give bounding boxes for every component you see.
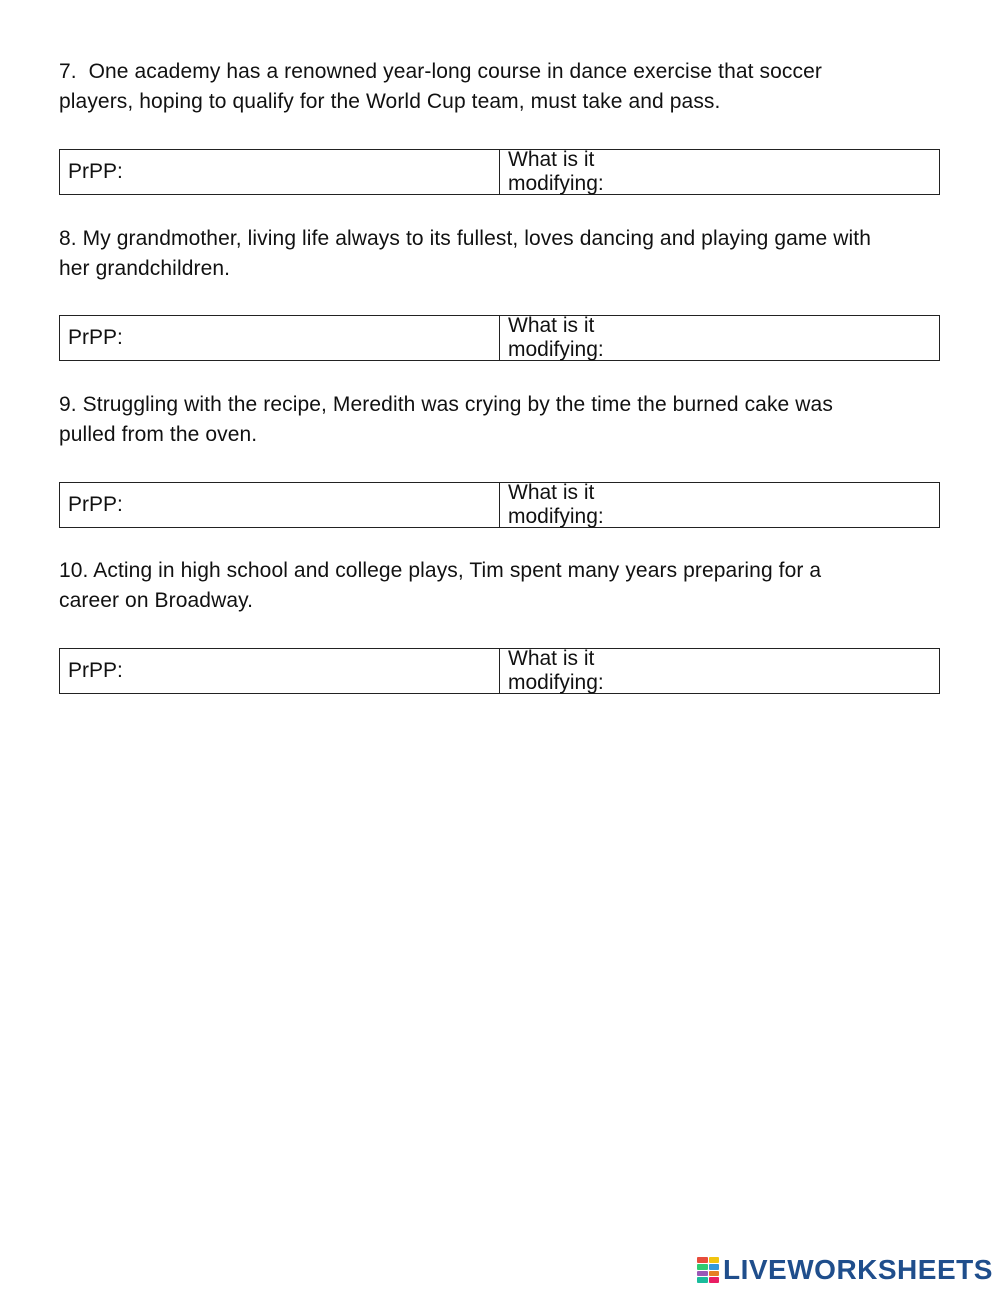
modifying-cell (500, 316, 939, 360)
prpp-cell (60, 483, 500, 527)
liveworksheets-brand[interactable] (697, 1255, 993, 1285)
modifying-input[interactable] (658, 319, 933, 356)
question-7-text: 7. One academy has a renowned year-long course in dance exercise that soccer players, hoping to qualify for the World Cup team, must take and pass. (59, 60, 822, 113)
modifying-cell (500, 483, 939, 527)
modifying-input[interactable] (658, 153, 933, 190)
prpp-input[interactable] (129, 153, 493, 190)
prpp-cell (60, 150, 500, 194)
answer-table-10 (59, 648, 940, 694)
prpp-input[interactable] (129, 319, 493, 356)
prpp-cell (60, 316, 500, 360)
modifying-cell (500, 649, 939, 693)
modifying-cell (500, 150, 939, 194)
question-10-text: 10. Acting in high school and college plays, Tim spent many years preparing for a career on Broadway. (59, 559, 822, 612)
prpp-cell (60, 649, 500, 693)
answer-table-9 (59, 482, 940, 528)
modifying-label: What is it modifying: (508, 481, 604, 528)
prpp-label: PrPP: (68, 493, 123, 516)
modifying-label: What is it modifying: (508, 314, 604, 361)
prpp-label: PrPP: (68, 326, 123, 349)
prpp-input[interactable] (129, 486, 493, 523)
prpp-input[interactable] (129, 652, 493, 689)
prpp-label: PrPP: (68, 160, 123, 183)
modifying-label: What is it modifying: (508, 647, 604, 694)
question-9-text: 9. Struggling with the recipe, Meredith was crying by the time the burned cake was pulled from the oven. (59, 393, 833, 446)
answer-table-7 (59, 149, 940, 195)
modifying-input[interactable] (658, 652, 933, 689)
modifying-input[interactable] (658, 486, 933, 523)
question-8-text: 8. My grandmother, living life always to its fullest, loves dancing and playing game with her grandchildren. (59, 227, 871, 280)
brand-text: LIVEWORKSHEETS (723, 1254, 993, 1285)
answer-table-8 (59, 315, 940, 361)
liveworksheets-logo-icon (697, 1257, 719, 1283)
modifying-label: What is it modifying: (508, 148, 604, 195)
prpp-label: PrPP: (68, 659, 123, 682)
